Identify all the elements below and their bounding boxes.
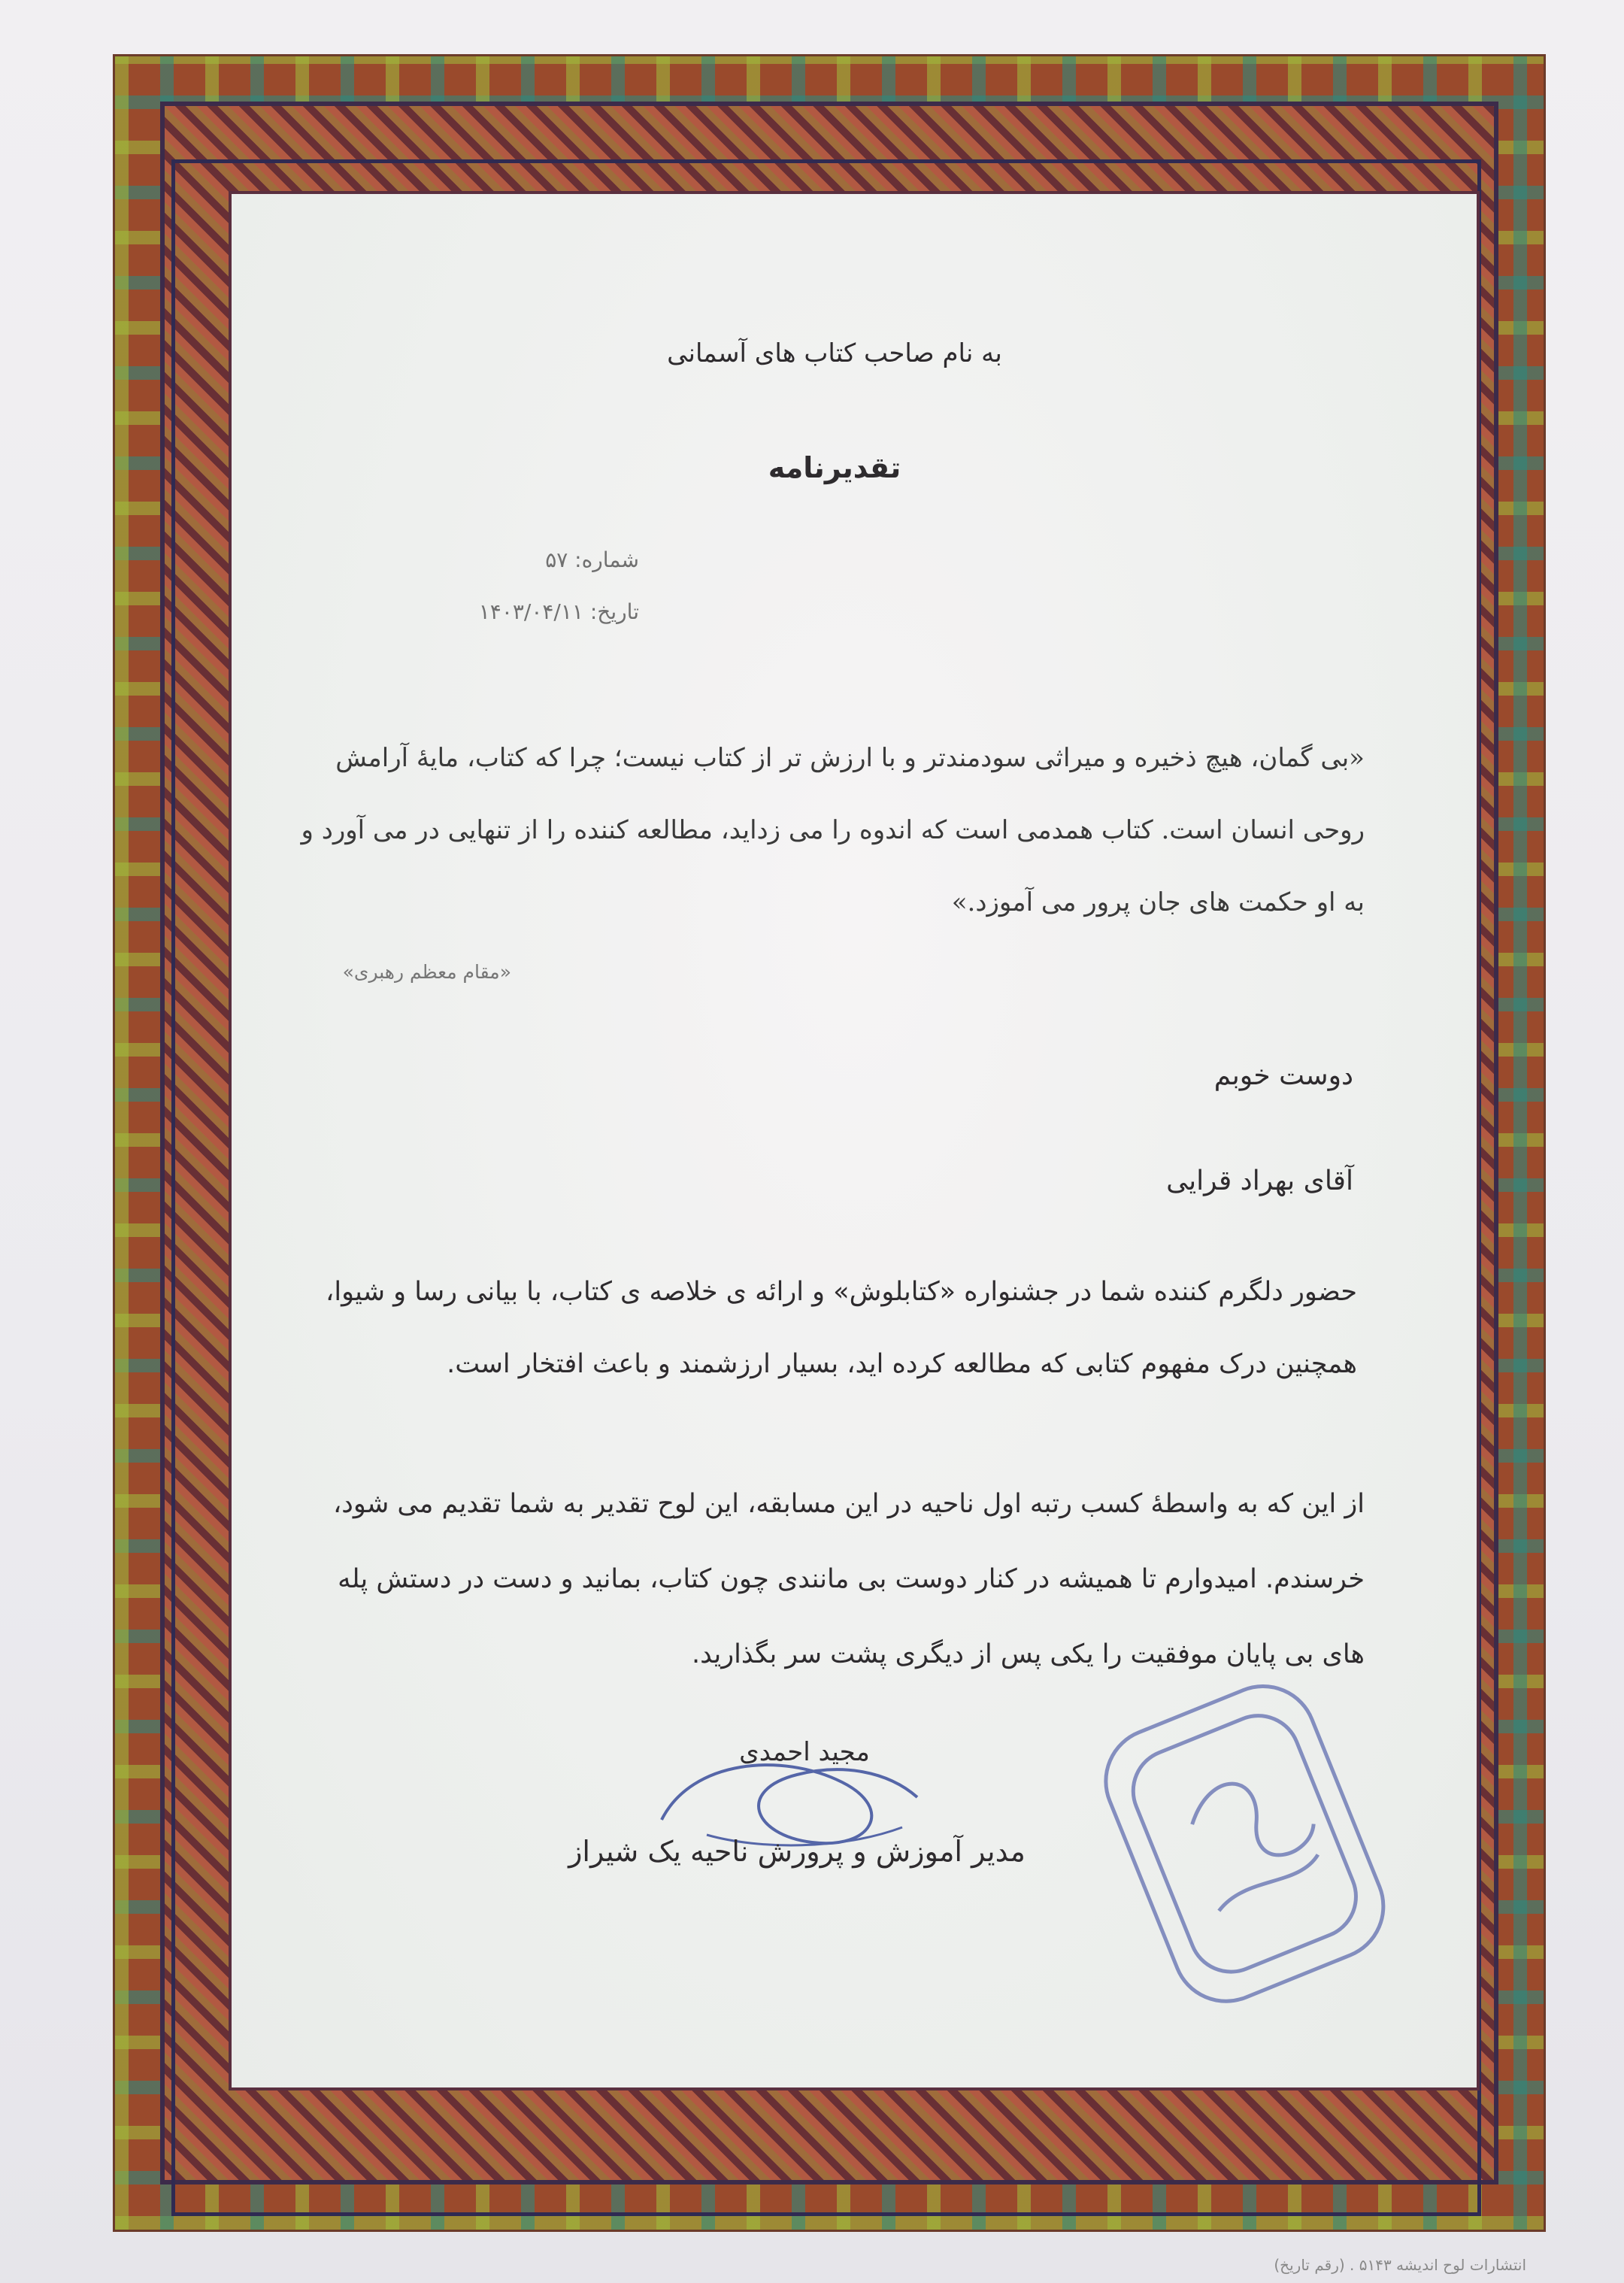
signatory-name: مجید احمدی xyxy=(739,1737,870,1767)
body-paragraph-2: از این که به واسطهٔ کسب رتبه اول ناحیه در این مسابقه، این لوح تقدیر به شما تقدیم می شود، خرسندم. امیدوارم تا همیشه در کنار دوست بی مانندی چون کتاب، بمانید و دست در دستش پله های بی پایان موفقیت را یکی پس از دیگری پشت سر بگذارید. xyxy=(333,1489,1365,1669)
official-stamp xyxy=(1090,1654,1406,2030)
quote-paragraph: «بی گمان، هیچ ذخیره و میراثی سودمندتر و با ارزش تر از کتاب نیست؛ چرا که کتاب، مایهٔ آرامش روحی انسان است. کتاب همدمی است که اندوه را می زداید، مطالعه کننده را از تنهایی در می آورد و به او حکمت های جان پرور می آموزد.» xyxy=(301,743,1365,917)
signatory-title: مدیر آموزش و پرورش ناحیه یک شیراز xyxy=(568,1835,1026,1868)
certificate-title: تقدیرنامه xyxy=(768,451,901,484)
footer-print-info: انتشارات لوح اندیشه ۵۱۴۳ . (رقم تاریخ) xyxy=(1274,2256,1526,2274)
recipient-name: آقای بهراد قرایی xyxy=(1166,1166,1353,1196)
greeting: دوست خوبم xyxy=(1213,1060,1353,1091)
body-paragraph-1: حضور دلگرم کننده شما در جشنواره «کتابلوش» و ارائه ی خلاصه ی کتاب، با بیانی رسا و شیوا، همچنین درک مفهوم کتابی که مطالعه کرده اید، بسیار ارزشمند و باعث افتخار است. xyxy=(326,1277,1357,1379)
certificate-date: تاریخ: ۱۴۰۳/۰۴/۱۱ xyxy=(478,599,639,624)
quote-attribution: «مقام معظم رهبری» xyxy=(342,961,511,983)
invocation-line: به نام صاحب کتاب های آسمانی xyxy=(667,338,1002,368)
certificate-number: شماره: ۵۷ xyxy=(545,547,639,572)
